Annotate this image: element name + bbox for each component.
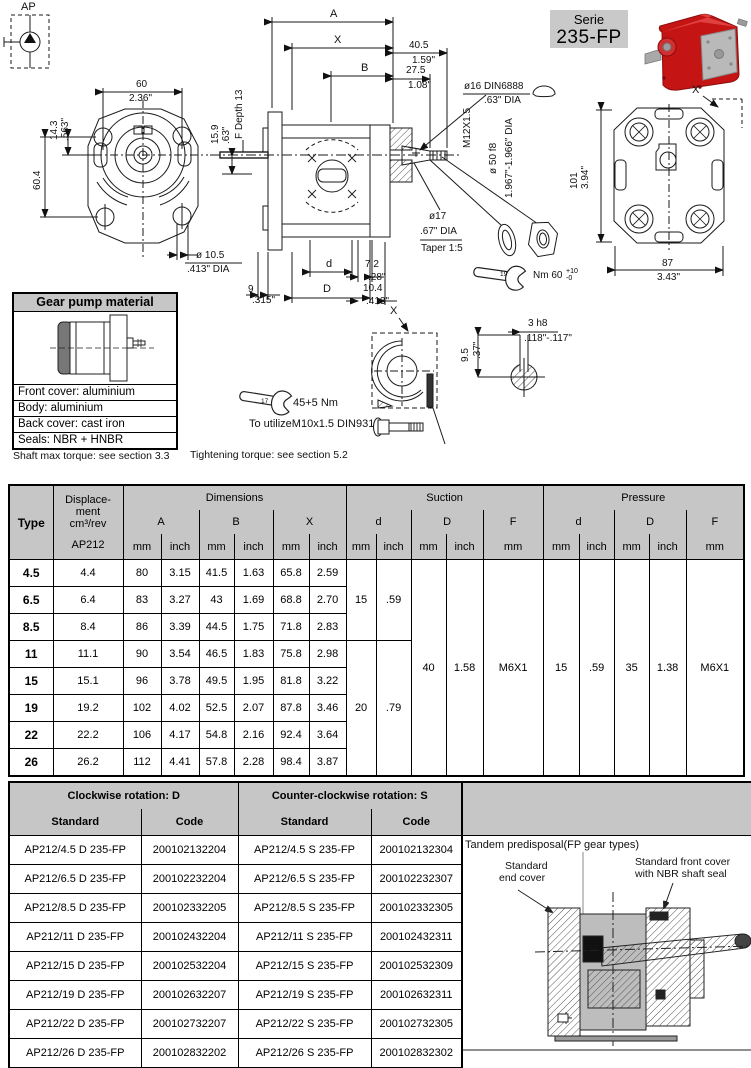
order-row [9, 1010, 462, 1039]
unit-sD-inch: inch [446, 534, 483, 560]
cell-b-mm: 52.5 [199, 695, 234, 722]
cell-a-in: 4.41 [161, 749, 199, 777]
side-dim-405: 40.5 [409, 40, 429, 51]
cell-ccw-code: 200102232307 [371, 865, 462, 894]
side-dim-275-in: 1.08" [408, 80, 432, 91]
material-seals: Seals: NBR + HNBR [14, 432, 176, 448]
side-f-depth: F Depth 13 [234, 89, 245, 139]
cell-b-mm: 49.5 [199, 668, 234, 695]
ap-pump-symbol [4, 15, 49, 68]
cell-type: 4.5 [9, 560, 53, 587]
unit-sd-inch: inch [376, 534, 411, 560]
cell-a-in: 3.39 [161, 614, 199, 641]
cell-ccw-standard: AP212/19 S 235-FP [238, 981, 371, 1010]
cell-type: 19 [9, 695, 53, 722]
side-pilot-in: 1.967"-1.966" DIA [504, 118, 515, 198]
col-pressure-d: d [543, 510, 614, 534]
col-ccw-code: Code [371, 809, 462, 836]
cell-x-mm: 81.8 [273, 668, 309, 695]
rear-dim-87-in: 3.43" [657, 272, 681, 283]
cell-pressure-F: M6X1 [686, 560, 744, 777]
side-taper: Taper 1:5 [421, 243, 463, 254]
cell-b-in: 1.69 [234, 587, 273, 614]
material-front-cover: Front cover: aluminium [14, 384, 176, 400]
side-key-spec-in: .63" DIA [484, 95, 521, 106]
col-cw-standard: Standard [9, 809, 141, 836]
order-row [9, 865, 462, 894]
cell-type: 8.5 [9, 614, 53, 641]
side-dim-d: d [326, 258, 333, 270]
col-pressure-F: F [686, 510, 744, 534]
cell-a-mm: 96 [123, 668, 161, 695]
cell-type: 26 [9, 749, 53, 777]
cell-disp: 15.1 [53, 668, 123, 695]
order-row [9, 952, 462, 981]
end-cover-label-1: Standard [505, 860, 548, 872]
cell-ccw-code: 200102432311 [371, 923, 462, 952]
wrench-19-size: 19 [500, 271, 508, 278]
cell-ccw-code: 200102832302 [371, 1039, 462, 1068]
cell-x-in: 2.59 [309, 560, 346, 587]
cell-ccw-standard: AP212/22 S 235-FP [238, 1010, 371, 1039]
cell-ccw-standard: AP212/8.5 S 235-FP [238, 894, 371, 923]
cell-disp: 6.4 [53, 587, 123, 614]
cell-x-mm: 75.8 [273, 641, 309, 668]
front-hole-dim-in: .413" DIA [187, 264, 230, 275]
cell-suction-d-mm-large: 20 [346, 641, 376, 777]
cell-disp: 8.4 [53, 614, 123, 641]
cell-cw-code: 200102832202 [141, 1039, 238, 1068]
front-cover-label-2: with NBR shaft seal [635, 868, 727, 880]
pump-photo [645, 14, 747, 90]
cell-x-in: 3.46 [309, 695, 346, 722]
cell-a-mm: 86 [123, 614, 161, 641]
cell-x-in: 3.22 [309, 668, 346, 695]
rear-view-drawing [596, 96, 742, 276]
material-box [12, 292, 178, 450]
cell-b-in: 2.28 [234, 749, 273, 777]
disp-line3: cm³/rev [69, 518, 107, 530]
front-cover-label-1: Standard front cover [635, 856, 731, 868]
cell-ccw-code: 200102632311 [371, 981, 462, 1010]
cell-ccw-standard: AP212/4.5 S 235-FP [238, 836, 371, 865]
unit-pD-mm: mm [614, 534, 649, 560]
cell-suction-d-in-small: .59 [376, 560, 411, 641]
cell-b-in: 1.63 [234, 560, 273, 587]
cell-cw-code: 200102432204 [141, 923, 238, 952]
material-body: Body: aluminium [14, 400, 176, 416]
material-back-cover: Back cover: cast iron [14, 416, 176, 432]
cell-b-in: 1.75 [234, 614, 273, 641]
detail-torque: 45+5 Nm [293, 397, 338, 409]
unit-pd-inch: inch [579, 534, 614, 560]
cell-x-mm: 98.4 [273, 749, 309, 777]
cell-x-in: 2.98 [309, 641, 346, 668]
front-dim-604: 60.4 [32, 170, 43, 190]
key-height-dim: 9.5 [460, 348, 471, 362]
unit-pF-mm: mm [686, 534, 744, 560]
cell-pressure-d-mm: 15 [543, 560, 579, 777]
cell-cw-standard: AP212/4.5 D 235-FP [9, 836, 141, 865]
col-displacement-header [53, 485, 123, 560]
cell-cw-standard: AP212/15 D 235-FP [9, 952, 141, 981]
cell-b-in: 1.83 [234, 641, 273, 668]
cell-cw-standard: AP212/11 D 235-FP [9, 923, 141, 952]
cell-cw-standard: AP212/6.5 D 235-FP [9, 865, 141, 894]
cell-pressure-d-in: .59 [579, 560, 614, 777]
detail-x-label: X [390, 305, 398, 317]
unit-pd-mm: mm [543, 534, 579, 560]
cell-disp: 19.2 [53, 695, 123, 722]
rear-dim-101-in: 3.94" [580, 165, 591, 189]
cell-x-in: 2.70 [309, 587, 346, 614]
col-ccw-standard: Standard [238, 809, 371, 836]
side-dim-104-in: .413" [366, 296, 390, 307]
cell-b-mm: 57.8 [199, 749, 234, 777]
front-dim-60-in: 2.36" [129, 93, 153, 104]
col-suction-F: F [483, 510, 543, 534]
cell-cw-code: 200102232204 [141, 865, 238, 894]
shaft-torque-note: Shaft max torque: see section 3.3 [13, 450, 170, 462]
tightening-note: Tightening torque: see section 5.2 [190, 449, 348, 461]
cell-b-in: 1.95 [234, 668, 273, 695]
front-dim-60: 60 [136, 79, 148, 90]
cell-a-mm: 106 [123, 722, 161, 749]
unit-x-mm: mm [273, 534, 309, 560]
torque-tol-minus: -0 [566, 275, 573, 282]
col-a: A [123, 510, 199, 534]
cell-x-in: 3.64 [309, 722, 346, 749]
torque-tol-plus: +10 [566, 268, 578, 275]
side-dim-9: 9 [248, 284, 254, 295]
cell-disp: 4.4 [53, 560, 123, 587]
cell-a-mm: 80 [123, 560, 161, 587]
cell-b-mm: 43 [199, 587, 234, 614]
side-dim-D: D [323, 283, 331, 295]
front-dim-143-in: .563" [60, 117, 71, 141]
side-dim-275: 27.5 [406, 65, 426, 76]
cell-ccw-code: 200102532309 [371, 952, 462, 981]
side-torque-tolerance [566, 268, 578, 282]
cell-x-mm: 71.8 [273, 614, 309, 641]
rear-dim-101: 101 [569, 172, 580, 189]
side-pilot: ø 50 f8 [488, 142, 499, 174]
disp-line1: Displace- [65, 494, 111, 506]
cell-ccw-code: 200102732305 [371, 1010, 462, 1039]
cell-pressure-D-in: 1.38 [649, 560, 686, 777]
unit-a-mm: mm [123, 534, 161, 560]
side-dim-405-in: 1.59" [412, 55, 436, 66]
series-badge [550, 10, 628, 48]
side-torque: Nm 60 [533, 270, 563, 281]
cell-ccw-standard: AP212/11 S 235-FP [238, 923, 371, 952]
cell-suction-d-in-large: .79 [376, 641, 411, 777]
side-shaft-dia-in: .67" DIA [420, 226, 457, 237]
group-suction: Suction [346, 485, 543, 510]
cell-b-mm: 44.5 [199, 614, 234, 641]
series-label: Serie [573, 12, 605, 27]
washer-icon [495, 223, 518, 258]
col-cw-code: Code [141, 809, 238, 836]
cell-cw-code: 200102332205 [141, 894, 238, 923]
cell-disp: 26.2 [53, 749, 123, 777]
end-cover-label-2: end cover [499, 872, 546, 884]
cell-disp: 11.1 [53, 641, 123, 668]
header-band-extension [463, 781, 751, 836]
side-dim-104: 10.4 [363, 283, 383, 294]
front-hole-dim: ø 10.5 [196, 250, 225, 261]
cell-cw-standard: AP212/26 D 235-FP [9, 1039, 141, 1068]
rear-dim-87: 87 [662, 258, 674, 269]
cell-cw-code: 200102532204 [141, 952, 238, 981]
side-thread: M12X1.5 [462, 107, 473, 148]
cell-ccw-code: 200102132304 [371, 836, 462, 865]
cell-suction-F: M6X1 [483, 560, 543, 777]
side-dim-159-in: .63" [221, 126, 232, 144]
cell-x-in: 3.87 [309, 749, 346, 777]
side-key-spec: ø16 DIN6888 [464, 81, 524, 92]
side-dim-9-in: .315" [252, 295, 276, 306]
rear-x-label: X [692, 84, 700, 96]
woodruff-key-icon [533, 86, 555, 97]
detail-bolt-note: To utilizeM10x1.5 DIN931 [249, 418, 375, 430]
wrench-17-size: 17 [261, 398, 269, 405]
unit-sD-mm: mm [411, 534, 446, 560]
tandem-title: Tandem predisposal(FP gear types) [465, 839, 640, 851]
cell-type: 15 [9, 668, 53, 695]
group-clockwise: Clockwise rotation: D [9, 782, 238, 809]
cell-x-mm: 87.8 [273, 695, 309, 722]
key-width-dim: 3 h8 [528, 318, 548, 329]
side-dim-b: B [361, 62, 369, 74]
bolt-icon [374, 418, 424, 436]
unit-pD-inch: inch [649, 534, 686, 560]
cell-type: 11 [9, 641, 53, 668]
order-row [9, 923, 462, 952]
key-width-dim-in: .118"-.117" [524, 333, 572, 344]
cell-ccw-code: 200102332305 [371, 894, 462, 923]
tandem-cross-section [460, 850, 751, 1055]
col-b: B [199, 510, 273, 534]
cell-disp: 22.2 [53, 722, 123, 749]
unit-a-inch: inch [161, 534, 199, 560]
cell-a-mm: 83 [123, 587, 161, 614]
cell-ccw-standard: AP212/6.5 S 235-FP [238, 865, 371, 894]
cell-cw-code: 200102732207 [141, 1010, 238, 1039]
order-row [9, 894, 462, 923]
disp-line4: AP212 [71, 539, 105, 551]
cell-a-in: 4.17 [161, 722, 199, 749]
cell-x-in: 2.83 [309, 614, 346, 641]
cell-a-mm: 112 [123, 749, 161, 777]
group-counter-clockwise: Counter-clockwise rotation: S [238, 782, 462, 809]
nut-icon [526, 221, 559, 258]
dimensions-table [8, 484, 745, 777]
side-dim-a: A [330, 8, 338, 20]
cell-cw-code: 200102132204 [141, 836, 238, 865]
cell-a-mm: 90 [123, 641, 161, 668]
side-dim-72: 7.2 [365, 259, 379, 270]
cell-x-mm: 92.4 [273, 722, 309, 749]
cell-pressure-D-mm: 35 [614, 560, 649, 777]
cell-cw-standard: AP212/22 D 235-FP [9, 1010, 141, 1039]
order-row [9, 1039, 462, 1068]
front-dim-143: 14.3 [49, 120, 60, 140]
unit-b-mm: mm [199, 534, 234, 560]
cell-cw-standard: AP212/8.5 D 235-FP [9, 894, 141, 923]
col-type-header: Type [9, 485, 53, 560]
side-dim-72-in: .28" [368, 272, 386, 283]
cell-ccw-standard: AP212/15 S 235-FP [238, 952, 371, 981]
group-pressure: Pressure [543, 485, 744, 510]
unit-sF-mm: mm [483, 534, 543, 560]
col-suction-D: D [411, 510, 483, 534]
cell-cw-standard: AP212/19 D 235-FP [9, 981, 141, 1010]
cell-a-in: 3.78 [161, 668, 199, 695]
cell-a-in: 4.02 [161, 695, 199, 722]
col-pressure-D: D [614, 510, 686, 534]
cell-a-in: 3.27 [161, 587, 199, 614]
cell-x-mm: 68.8 [273, 587, 309, 614]
cell-b-in: 2.16 [234, 722, 273, 749]
side-shaft-dia: ø17 [429, 211, 447, 222]
cell-ccw-standard: AP212/26 S 235-FP [238, 1039, 371, 1068]
cell-cw-code: 200102632207 [141, 981, 238, 1010]
series-value: 235-FP [556, 27, 622, 48]
unit-x-inch: inch [309, 534, 346, 560]
cell-suction-d-mm-small: 15 [346, 560, 376, 641]
cell-a-mm: 102 [123, 695, 161, 722]
material-box-title: Gear pump material [14, 294, 176, 312]
cell-suction-D-in: 1.58 [446, 560, 483, 777]
material-box-image [14, 312, 176, 384]
order-row [9, 981, 462, 1010]
cell-b-mm: 41.5 [199, 560, 234, 587]
group-dimensions: Dimensions [123, 485, 346, 510]
ap-label: AP [21, 1, 36, 13]
cell-b-mm: 46.5 [199, 641, 234, 668]
order-code-table [8, 781, 463, 1068]
cell-a-in: 3.15 [161, 560, 199, 587]
cell-a-in: 3.54 [161, 641, 199, 668]
col-suction-d: d [346, 510, 411, 534]
cell-type: 6.5 [9, 587, 53, 614]
table-row [9, 560, 744, 587]
cell-suction-D-mm: 40 [411, 560, 446, 777]
cell-b-in: 2.07 [234, 695, 273, 722]
cell-type: 22 [9, 722, 53, 749]
cell-x-mm: 65.8 [273, 560, 309, 587]
order-row [9, 836, 462, 865]
col-x: X [273, 510, 346, 534]
unit-b-inch: inch [234, 534, 273, 560]
front-view-drawing [40, 88, 242, 263]
cell-b-mm: 54.8 [199, 722, 234, 749]
side-dim-x: X [334, 34, 342, 46]
unit-sd-mm: mm [346, 534, 376, 560]
disp-line2: ment [75, 506, 101, 518]
key-height-dim-in: .37" [472, 341, 483, 359]
side-dim-159: 15.9 [210, 124, 221, 144]
